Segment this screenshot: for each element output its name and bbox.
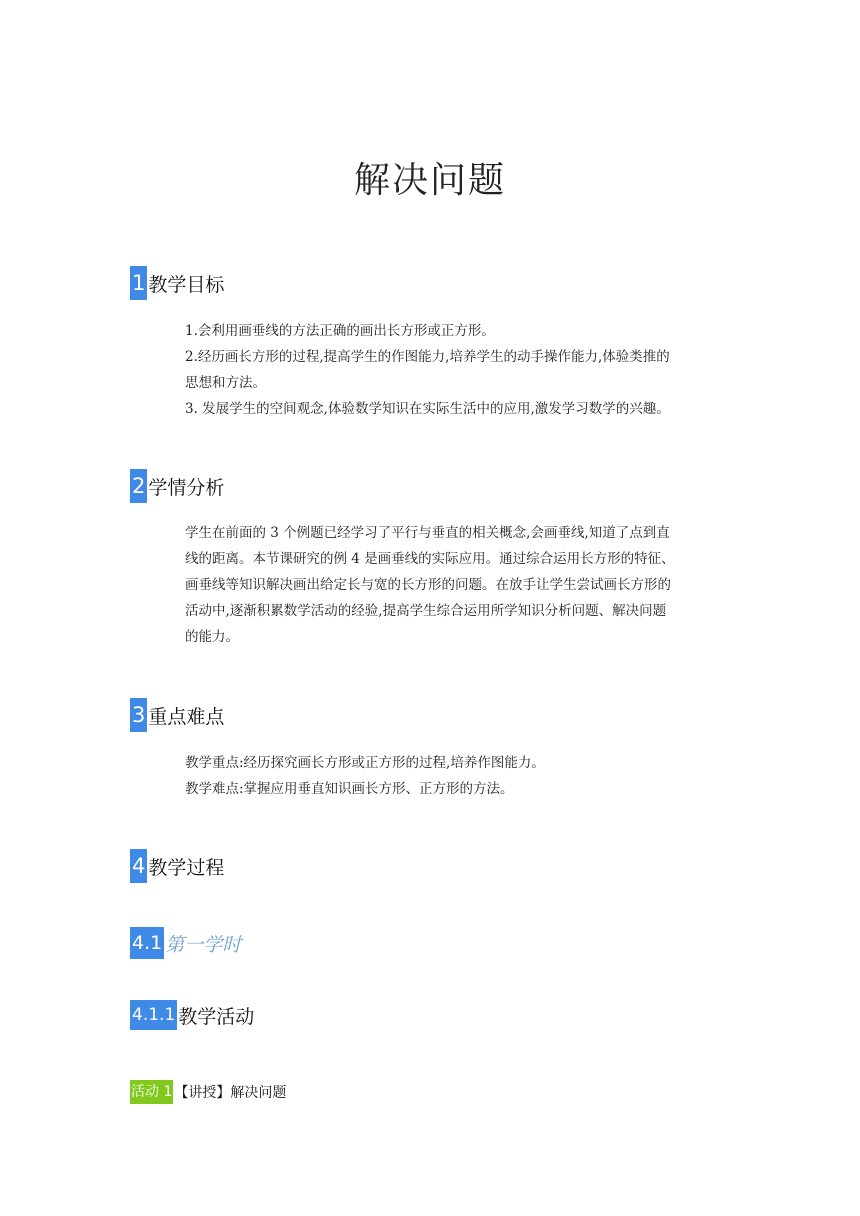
activity-tag: 活动 1 bbox=[130, 1080, 173, 1104]
activity-title: 【讲授】解决问题 bbox=[174, 1085, 287, 1101]
section-title: 学情分析 bbox=[148, 476, 225, 499]
objectives-paragraph bbox=[185, 318, 730, 422]
subsection-title: 第一学时 bbox=[165, 933, 242, 956]
text-line: 线的距离。本节课研究的例 4 是画垂线的实际应用。通过综合运用长方形的特征、 bbox=[185, 551, 675, 567]
section-title: 教学过程 bbox=[148, 856, 225, 879]
analysis-paragraph bbox=[185, 520, 730, 650]
text-line: 2.经历画长方形的过程,提高学生的作图能力,培养学生的动手操作能力,体验类推的 bbox=[185, 349, 670, 365]
section-heading-analysis bbox=[130, 469, 224, 503]
subsection-number: 4.1.1 bbox=[130, 1000, 177, 1030]
text-line: 教学难点:掌握应用垂直知识画长方形、正方形的方法。 bbox=[185, 781, 514, 797]
section-title: 教学目标 bbox=[148, 273, 225, 296]
text-line: 活动中,逐渐积累数学活动的经验,提高学生综合运用所学知识分析问题、解决问题 bbox=[185, 603, 667, 619]
text-line: 学生在前面的 3 个例题已经学习了平行与垂直的相关概念,会画垂线,知道了点到直 bbox=[185, 525, 670, 541]
text-line: 的能力。 bbox=[185, 629, 239, 645]
subsection-number: 4.1 bbox=[130, 927, 164, 959]
section-number: 2 bbox=[130, 469, 147, 503]
section-heading-objectives bbox=[130, 266, 224, 300]
section-heading-process bbox=[130, 849, 224, 883]
section-number: 1 bbox=[130, 266, 147, 300]
section-heading-keypoints bbox=[130, 698, 224, 732]
section-number: 3 bbox=[130, 698, 147, 732]
subsection-heading-lesson bbox=[130, 927, 241, 959]
keypoints-paragraph bbox=[185, 750, 730, 802]
text-line: 3. 发展学生的空间观念,体验数学知识在实际生活中的应用,激发学习数学的兴趣。 bbox=[185, 401, 670, 417]
text-line: 教学重点:经历探究画长方形或正方形的过程,培养作图能力。 bbox=[185, 755, 545, 771]
section-title: 重点难点 bbox=[148, 705, 225, 728]
text-line: 画垂线等知识解决画出给定长与宽的长方形的问题。在放手让学生尝试画长方形的 bbox=[185, 577, 671, 593]
section-number: 4 bbox=[130, 849, 147, 883]
text-line: 1.会利用画垂线的方法正确的画出长方形或正方形。 bbox=[185, 323, 495, 339]
subsection-heading-activities bbox=[130, 1000, 254, 1030]
text-line: 思想和方法。 bbox=[185, 375, 266, 391]
document-title: 解决问题 bbox=[353, 160, 506, 201]
activity-item bbox=[130, 1080, 286, 1104]
subsection-title: 教学活动 bbox=[178, 1005, 255, 1028]
